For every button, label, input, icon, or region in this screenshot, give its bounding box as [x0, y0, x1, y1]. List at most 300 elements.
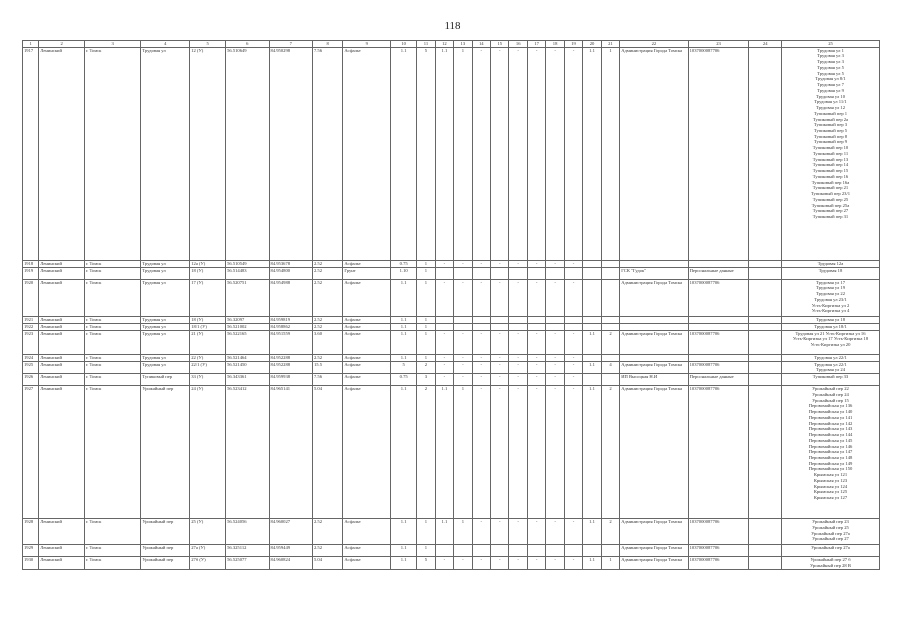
value-cell	[454, 267, 472, 279]
ogrn-cell: 1037000087706	[688, 279, 749, 316]
area-cell: 5.04	[312, 386, 342, 519]
value-cell: -	[546, 279, 564, 316]
value-cell	[583, 323, 601, 330]
owner-cell: Администрация Города Томска	[620, 279, 688, 316]
addresses-cell	[782, 557, 880, 570]
value-cell	[583, 545, 601, 557]
value-cell: -	[491, 260, 509, 267]
value-cell: -	[435, 361, 453, 373]
district-cell: Ленинский	[39, 354, 85, 361]
value-cell: -	[491, 386, 509, 519]
surface-cell: Асфальт	[343, 316, 391, 323]
value-cell	[527, 323, 545, 330]
address-line: Крымская ул 123	[813, 477, 848, 483]
address-line: Тупиковый пер 16	[812, 173, 849, 179]
latitude-cell: 56.521464	[226, 354, 269, 361]
house-cell: 18/1 (У)	[190, 323, 226, 330]
surface-cell: Асфальт	[343, 545, 391, 557]
value-cell: 1.1	[583, 519, 601, 545]
ogrn-cell: Персональные данные	[688, 374, 749, 386]
row-id-cell: 1919	[23, 267, 39, 279]
house-cell: 18 (У)	[190, 267, 226, 279]
address-line: Крымская ул 121	[813, 472, 848, 478]
value-cell: -	[527, 279, 545, 316]
column-header: 12	[435, 41, 453, 48]
latitude-cell: 56.523412	[226, 386, 269, 519]
value-cell: 5	[417, 47, 435, 260]
value-cell: -	[564, 361, 582, 373]
extra-cell	[749, 519, 782, 545]
address-line: Трудовая ул 1	[817, 47, 844, 53]
value-cell: 1.1	[391, 330, 417, 354]
value-cell: -	[509, 361, 527, 373]
address-line: Урожайный пер 23	[812, 519, 849, 525]
owner-cell	[620, 316, 688, 323]
city-cell: г. Томск	[84, 361, 140, 373]
district-cell: Ленинский	[39, 374, 85, 386]
value-cell: 1.1	[391, 557, 417, 570]
address-line: Тупиковый пер 31	[812, 214, 849, 220]
value-cell: -	[527, 354, 545, 361]
city-cell: г. Томск	[84, 557, 140, 570]
city-cell: г. Томск	[84, 279, 140, 316]
column-header: 21	[601, 41, 619, 48]
address-line: Тупиковый пер 13	[812, 156, 849, 162]
address-line: Трудовая ул 3	[817, 59, 844, 65]
value-cell: 1	[417, 519, 435, 545]
value-cell: 1	[601, 47, 619, 260]
value-cell: -	[435, 374, 453, 386]
value-cell: -	[564, 354, 582, 361]
extra-cell	[749, 279, 782, 316]
value-cell	[546, 323, 564, 330]
longitude-cell: 84.952288	[269, 354, 312, 361]
value-cell	[509, 316, 527, 323]
value-cell: 1	[454, 386, 472, 519]
latitude-cell: 56.521450	[226, 361, 269, 373]
column-header: 17	[527, 41, 545, 48]
row-id-cell: 1926	[23, 374, 39, 386]
value-cell: -	[435, 557, 453, 570]
longitude-cell: 84.959938	[269, 374, 312, 386]
address-line: Трудовая ул 24	[815, 367, 846, 373]
house-cell: 22/1 (У)	[190, 361, 226, 373]
area-cell: 2.52	[312, 260, 342, 267]
row-id-cell: 1918	[23, 260, 39, 267]
surface-cell: Асфальт	[343, 260, 391, 267]
value-cell	[527, 316, 545, 323]
value-cell	[601, 545, 619, 557]
value-cell: -	[564, 260, 582, 267]
value-cell: 1.1	[391, 279, 417, 316]
longitude-cell: 84.960824	[269, 557, 312, 570]
latitude-cell: 56.32097	[226, 316, 269, 323]
address-line: Тупиковый пер 15	[812, 168, 849, 174]
address-line: Тупиковый пер 10	[812, 145, 849, 151]
address-line: Усть-Киргизка ул 17 Усть-Киргизка 18	[792, 336, 869, 342]
table-row	[23, 545, 880, 557]
address-line: Трудовая ул 12	[815, 105, 846, 111]
latitude-cell: 56.522165	[226, 330, 269, 354]
addresses-cell	[782, 260, 880, 267]
table-header	[23, 41, 880, 48]
address-line: Усть-Киргизка ул 20	[810, 342, 851, 348]
latitude-cell: 56.521002	[226, 323, 269, 330]
value-cell: 1.10	[391, 267, 417, 279]
value-cell: -	[509, 519, 527, 545]
value-cell: -	[546, 386, 564, 519]
value-cell	[435, 267, 453, 279]
value-cell: -	[454, 354, 472, 361]
value-cell	[601, 260, 619, 267]
value-cell: 1.1	[435, 519, 453, 545]
area-cell: 2.52	[312, 279, 342, 316]
column-header: 2	[39, 41, 85, 48]
value-cell: -	[527, 557, 545, 570]
address-line: Перовомайская ул 144	[808, 432, 853, 438]
longitude-cell: 84.965141	[269, 386, 312, 519]
value-cell	[472, 316, 490, 323]
address-line: Трудовая ул 18/1	[814, 323, 847, 329]
value-cell	[491, 545, 509, 557]
address-line: Тупиковый пер 33	[812, 374, 849, 380]
address-line: Перовомайская ул 146	[808, 443, 853, 449]
table-row	[23, 386, 880, 519]
district-cell: Ленинский	[39, 47, 85, 260]
value-cell: -	[509, 279, 527, 316]
address-line: Усть-Киргизка ул 2	[811, 302, 850, 308]
value-cell: -	[509, 557, 527, 570]
column-header: 16	[509, 41, 527, 48]
column-header: 25	[782, 41, 880, 48]
value-cell: 1	[417, 354, 435, 361]
city-cell: г. Томск	[84, 386, 140, 519]
district-cell: Ленинский	[39, 545, 85, 557]
row-id-cell: 1929	[23, 545, 39, 557]
column-header: 19	[564, 41, 582, 48]
row-id-cell: 1924	[23, 354, 39, 361]
row-id-cell: 1922	[23, 323, 39, 330]
city-cell: г. Томск	[84, 354, 140, 361]
district-cell: Ленинский	[39, 386, 85, 519]
address-line: Урожайный пер 24	[812, 391, 849, 397]
area-cell: 2.52	[312, 354, 342, 361]
value-cell: -	[527, 361, 545, 373]
ogrn-cell: 1037000087706	[688, 47, 749, 260]
house-cell: 12а (У)	[190, 260, 226, 267]
street-cell: Трудовая ул	[141, 279, 190, 316]
extra-cell	[749, 260, 782, 267]
addresses-cell	[782, 316, 880, 323]
column-header: 6	[226, 41, 269, 48]
value-cell	[601, 279, 619, 316]
latitude-cell: 56.524056	[226, 519, 269, 545]
column-header: 1	[23, 41, 39, 48]
address-line: Перовомайская ул 140	[808, 409, 853, 415]
value-cell	[583, 354, 601, 361]
table-row	[23, 519, 880, 545]
address-line: Трудовая ул 8/1	[815, 76, 846, 82]
area-cell: 5.04	[312, 557, 342, 570]
address-line: Урожайный пер 27 б	[810, 557, 851, 563]
addresses-cell	[782, 374, 880, 386]
value-cell	[546, 267, 564, 279]
address-line: Урожайный пер 27	[812, 536, 849, 542]
city-cell: г. Томск	[84, 260, 140, 267]
address-line: Урожайный пер 22	[812, 386, 849, 392]
ogrn-cell: 1037000087706	[688, 361, 749, 373]
city-cell: г. Томск	[84, 316, 140, 323]
street-cell: Трудовая ул	[141, 267, 190, 279]
address-line: Трудовая ул 7	[817, 82, 844, 88]
value-cell: -	[546, 330, 564, 354]
value-cell: 1	[417, 323, 435, 330]
value-cell	[583, 279, 601, 316]
house-cell: 33 (У)	[190, 374, 226, 386]
value-cell: -	[491, 519, 509, 545]
longitude-cell: 84.953678	[269, 260, 312, 267]
table-row	[23, 330, 880, 354]
value-cell: -	[564, 386, 582, 519]
value-cell	[564, 323, 582, 330]
owner-cell: Администрация Города Томска	[620, 386, 688, 519]
value-cell: -	[435, 279, 453, 316]
value-cell: 1	[417, 260, 435, 267]
value-cell	[454, 545, 472, 557]
table-row	[23, 354, 880, 361]
address-line: Трудовая ул 3	[817, 53, 844, 59]
street-cell: Трудовая ул	[141, 323, 190, 330]
house-cell: 27б (У)	[190, 557, 226, 570]
address-line: Тупиковый пер 2а	[812, 116, 849, 122]
address-line: Тупиковый пер 11	[812, 150, 849, 156]
value-cell: 2	[417, 386, 435, 519]
longitude-cell: 84.951559	[269, 330, 312, 354]
latitude-cell: 56.325112	[226, 545, 269, 557]
column-header: 14	[472, 41, 490, 48]
extra-cell	[749, 267, 782, 279]
column-header: 4	[141, 41, 190, 48]
value-cell: -	[546, 354, 564, 361]
city-cell: г. Томск	[84, 519, 140, 545]
ogrn-cell: 1037000087706	[688, 545, 749, 557]
table-body	[23, 47, 880, 569]
latitude-cell: 56.510649	[226, 47, 269, 260]
column-header: 24	[749, 41, 782, 48]
street-cell: Трудовая ул	[141, 361, 190, 373]
addresses-cell	[782, 47, 880, 260]
value-cell: 0.75	[391, 260, 417, 267]
extra-cell	[749, 47, 782, 260]
column-header: 22	[620, 41, 688, 48]
value-cell: -	[491, 354, 509, 361]
row-id-cell: 1921	[23, 316, 39, 323]
value-cell: -	[472, 47, 490, 260]
address-line: Тупиковый пер 27	[812, 208, 849, 214]
column-header: 11	[417, 41, 435, 48]
house-cell: 25 (У)	[190, 519, 226, 545]
registry-table	[22, 40, 880, 570]
value-cell: 1	[417, 545, 435, 557]
value-cell	[472, 323, 490, 330]
table-row	[23, 323, 880, 330]
address-line: Перовомайская ул 141	[808, 414, 853, 420]
header-row	[23, 41, 880, 48]
address-line: Трудовая ул 17	[815, 279, 846, 285]
address-line: Урожайный пер 15	[812, 397, 849, 403]
street-cell: Трудовая ул	[141, 330, 190, 354]
ogrn-cell: 1037000087706	[688, 386, 749, 519]
addresses-cell	[782, 386, 880, 519]
district-cell: Ленинский	[39, 330, 85, 354]
value-cell: -	[546, 361, 564, 373]
value-cell	[472, 545, 490, 557]
address-line: Трудовая ул 11/1	[814, 99, 847, 105]
value-cell: -	[509, 260, 527, 267]
owner-cell: Администрация Города Томска	[620, 519, 688, 545]
value-cell	[583, 374, 601, 386]
column-header: 3	[84, 41, 140, 48]
ogrn-cell	[688, 323, 749, 330]
value-cell: -	[435, 260, 453, 267]
addresses-cell	[782, 545, 880, 557]
value-cell	[509, 545, 527, 557]
area-cell: 2.52	[312, 323, 342, 330]
address-line: Трудовая ул 23/1	[814, 296, 847, 302]
longitude-cell: 84.952288	[269, 361, 312, 373]
street-cell: Трудовая ул	[141, 316, 190, 323]
owner-cell: ГСК "Гудок"	[620, 267, 688, 279]
address-line: Урожайный пер 28 В	[810, 562, 851, 568]
value-cell: -	[491, 279, 509, 316]
addresses-cell	[782, 323, 880, 330]
value-cell: -	[546, 519, 564, 545]
value-cell: 1.1	[435, 386, 453, 519]
value-cell: -	[454, 374, 472, 386]
value-cell: -	[527, 260, 545, 267]
table-row	[23, 316, 880, 323]
extra-cell	[749, 374, 782, 386]
value-cell: -	[564, 557, 582, 570]
district-cell: Ленинский	[39, 279, 85, 316]
surface-cell: Асфальт	[343, 519, 391, 545]
city-cell: г. Томск	[84, 323, 140, 330]
value-cell: 1.1	[583, 330, 601, 354]
longitude-cell: 84.950298	[269, 47, 312, 260]
longitude-cell: 84.960027	[269, 519, 312, 545]
value-cell	[564, 316, 582, 323]
table-row	[23, 279, 880, 316]
address-line: Перовомайская ул 150	[808, 466, 853, 472]
value-cell	[601, 323, 619, 330]
surface-cell: Асфальт	[343, 374, 391, 386]
address-line: Трудовая ул 9	[817, 87, 844, 93]
ogrn-cell	[688, 354, 749, 361]
addresses-cell	[782, 519, 880, 545]
latitude-cell: 56.343361	[226, 374, 269, 386]
value-cell	[601, 354, 619, 361]
address-line: Трудовая ул 10	[815, 93, 846, 99]
house-cell: 17 (У)	[190, 279, 226, 316]
address-line: Перовомайская ул 149	[808, 460, 853, 466]
value-cell	[435, 545, 453, 557]
house-cell: 21 (У)	[190, 330, 226, 354]
address-line: Тупиковый пер 1	[813, 110, 848, 116]
value-cell: -	[454, 279, 472, 316]
table-row	[23, 374, 880, 386]
latitude-cell: 56.520751	[226, 279, 269, 316]
address-line: Тупиковый пер 21	[812, 185, 849, 191]
latitude-cell: 56.510549	[226, 260, 269, 267]
address-line: Урожайный пер 27а	[811, 545, 850, 551]
address-line: Перовомайская ул 142	[808, 420, 853, 426]
area-cell: 15.5	[312, 361, 342, 373]
longitude-cell: 84.954988	[269, 279, 312, 316]
value-cell: 1.1	[583, 557, 601, 570]
value-cell: 1	[454, 47, 472, 260]
address-line: Перовомайская ул 148	[808, 455, 853, 461]
value-cell: -	[546, 374, 564, 386]
address-line: Тупиковый пер 8	[813, 133, 848, 139]
value-cell: -	[509, 354, 527, 361]
value-cell	[601, 267, 619, 279]
value-cell: -	[564, 374, 582, 386]
extra-cell	[749, 361, 782, 373]
district-cell: Ленинский	[39, 323, 85, 330]
street-cell: Трудовая ул	[141, 354, 190, 361]
longitude-cell: 84.958862	[269, 323, 312, 330]
table-row	[23, 361, 880, 373]
district-cell: Ленинский	[39, 260, 85, 267]
value-cell: 0.75	[391, 374, 417, 386]
value-cell: -	[527, 374, 545, 386]
column-header: 20	[583, 41, 601, 48]
row-id-cell: 1920	[23, 279, 39, 316]
area-cell: 3.60	[312, 330, 342, 354]
address-line: Крымская ул 125	[813, 489, 848, 495]
address-line: Тупиковый пер 3	[813, 122, 848, 128]
value-cell	[491, 316, 509, 323]
value-cell: 1.1	[583, 47, 601, 260]
ogrn-cell: 1037000087706	[688, 330, 749, 354]
value-cell: -	[472, 557, 490, 570]
address-line: Трудовая ул 22/1	[814, 361, 847, 367]
value-cell: 1.1	[391, 47, 417, 260]
value-cell: -	[491, 557, 509, 570]
value-cell: -	[509, 386, 527, 519]
street-cell: Урожайный пер	[141, 557, 190, 570]
value-cell: 1.1	[435, 47, 453, 260]
owner-cell: ИП Высоцкая Н.И	[620, 374, 688, 386]
row-id-cell: 1925	[23, 361, 39, 373]
city-cell: г. Томск	[84, 330, 140, 354]
column-header: 13	[454, 41, 472, 48]
value-cell: 1	[417, 279, 435, 316]
column-header: 5	[190, 41, 226, 48]
column-header: 9	[343, 41, 391, 48]
address-line: Тупиковый пер 9	[813, 139, 848, 145]
ogrn-cell	[688, 316, 749, 323]
owner-cell: Администрация Города Томска	[620, 330, 688, 354]
address-line: Тупиковый пер 16а	[811, 179, 850, 185]
value-cell	[546, 545, 564, 557]
row-id-cell: 1930	[23, 557, 39, 570]
value-cell: -	[454, 361, 472, 373]
owner-cell	[620, 260, 688, 267]
extra-cell	[749, 330, 782, 354]
addresses-cell	[782, 330, 880, 354]
value-cell: -	[564, 279, 582, 316]
